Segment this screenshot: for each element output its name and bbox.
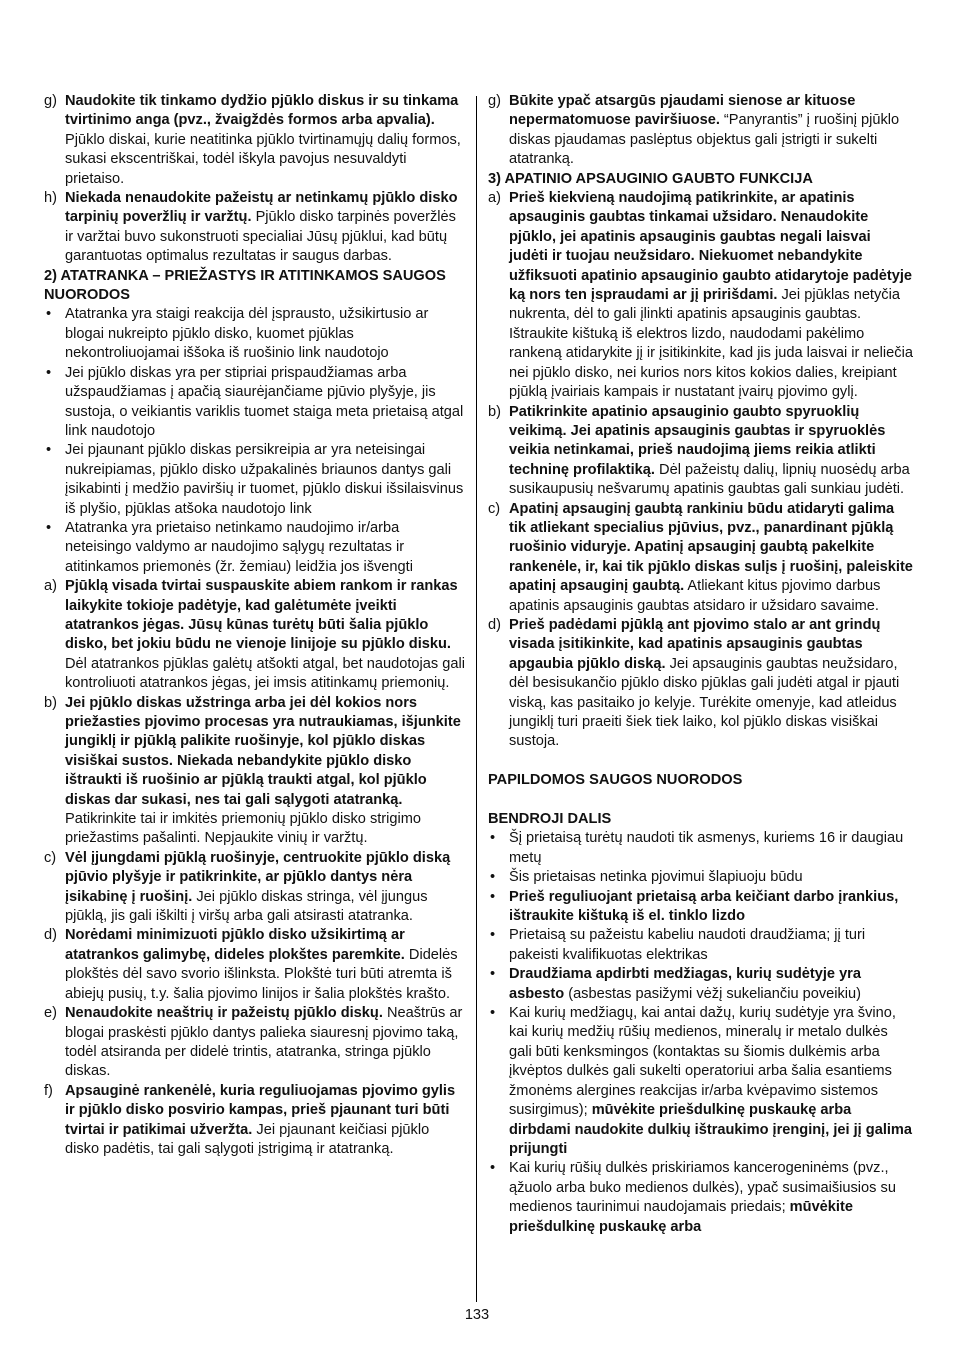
item-body-text: Jei apsauginis gaubtas neužsidaro, dėl besisukančio pjūklo disko pjūklas gali judėti atgal ir pjauti viską, kas pasitaiko jo kelyje. Turėkite omenyje, kad atleidus jungiklį turi praeiti šiek tiek laiko, kol pjūklo diskas visiškai sustoja. <box>509 655 900 750</box>
item-label: g) <box>44 93 57 109</box>
item-text <box>509 888 913 927</box>
page-number: 133 <box>464 1307 490 1323</box>
item-label: c) <box>488 500 501 517</box>
item-text <box>65 926 466 1004</box>
item-text <box>65 441 466 519</box>
bullet-item <box>488 888 913 927</box>
item-body-text: Jei pjūklo diskas yra per stipriai prispaudžiamas arba užspaudžiamas į apačią siaurėjančiame pjūvio plyšyje, jis sustoja, o veikiantis variklis tuomet staiga meta prietaisą atgal link naudotojo <box>65 364 464 439</box>
bullet-marker: • <box>490 966 496 983</box>
item-text <box>65 694 466 849</box>
list-item <box>44 849 466 927</box>
item-text <box>509 829 913 868</box>
section-heading: PAPILDOMOS SAUGOS NUORODOS <box>488 772 743 789</box>
column-divider <box>476 96 477 1302</box>
item-body-text: Jei pjaunant keičiasi pjūklo disko padėtis, tai gali sąlygoti įstrigimą ir atatranką. <box>65 1121 430 1157</box>
bullet-marker: • <box>46 306 52 323</box>
item-label: f) <box>44 1082 53 1099</box>
bullet-marker: • <box>46 364 52 381</box>
bullet-item <box>488 965 913 1004</box>
list-item <box>488 500 913 616</box>
item-text <box>509 500 913 616</box>
item-body-text: “Panyrantis” į ruošinį pjūklo diskas pjaudamas paslėptus objektus gali įstrigti ir sukelti atatranką. <box>509 112 900 168</box>
bullet-marker: • <box>46 442 52 459</box>
bullet-item <box>488 829 913 868</box>
bullet-item <box>44 364 466 442</box>
section-heading: 3) APATINIO APSAUGINIO GAUBTO FUNKCIJA <box>488 170 813 187</box>
item-body-text: Kai kurių medžiagų, kai antai dažų, kurių sudėtyje yra švino, kai kurių medžių rūšių medienos, mineralų ir metalo dulkės gali būti kenksmingos (kontaktas su šiomis dulkėmis arba įkvėptos dulkės gali sukelti operatoriui arba šalia esantiems žmonėms alergines reakcijas ir/arba kvėpavimo sistemos susirgimus); <box>509 1005 896 1119</box>
spacer <box>488 791 913 810</box>
item-bold-text: Prieš padėdami pjūklą ant pjovimo stalo ar ant grindų visada įsitikinkite, kad apatinis apsauginis gaubtas apgaubia pjūklo diską. <box>509 616 881 672</box>
list-item <box>44 577 466 693</box>
item-label: d) <box>44 927 57 944</box>
bullet-marker: • <box>490 888 496 905</box>
list-item <box>44 926 466 1004</box>
item-bold-text: Patikrinkite apatinio apsauginio gaubto spyruoklių veikimą. Jei apatinis apsauginis gaubtas ir spyruoklės veikia netinkamai, prieš naudojimą jiems reikia atlikti techninę profilaktiką. <box>509 403 886 478</box>
item-body-text: Jei pjaunant pjūklo diskas persikreipia ar yra neteisingai nukreipiamas, pjūklo disko užpakalinės briaunos dantys gali įsikabinti į medžio paviršių ir tuomet, pjūklo diskui išsilaisvinus iš plyšio, pjūklas atšoka naudotojo link <box>65 442 464 517</box>
item-text <box>509 189 913 402</box>
item-text <box>509 616 913 752</box>
item-text <box>509 92 913 170</box>
item-body-text: Atliekant kitus pjovimo darbus apatinis apsauginis gaubtas atsidaro ir užsidaro savaime. <box>509 578 881 614</box>
item-bold-text: Draudžiama apdirbti medžiagas, kurių sudėtyje yra asbesto <box>509 966 861 1002</box>
item-bold-text: Apatinį apsauginį gaubtą rankiniu būdu atidaryti galima tik atliekant specialius pjūvius, pvz., panardinant pjūklą ruošinio viduryje. Apatinį apsauginį gaubtą pakelkite rankenėle, ir, kai tik pjūklo diskas sulįs į ruošinį, paleiskite apatinį apsauginį gaubtą. <box>509 500 913 595</box>
bullet-marker: • <box>490 1160 496 1177</box>
item-body-text: Kai kurių rūšių dulkės priskiriamos kancerogeninėms (pvz., ąžuolo arba buko medienos dulkės), ypač susimaišiusios su medienos taurinimui naudojamais priedais; <box>509 1160 896 1216</box>
item-text <box>509 965 913 1004</box>
bullet-item <box>488 1004 913 1159</box>
item-bold-text: Apsauginė rankenėlė, kuria reguliuojamas pjovimo gylis ir pjūklo disko posvirio kampas, prieš pjaunant turi būti tvirtai ir patikimai užveržta. <box>65 1082 456 1138</box>
item-label: h) <box>44 190 57 207</box>
bullet-item <box>488 1159 913 1237</box>
item-body-text: Prietaisą su pažeistu kabeliu naudoti draudžiama; jį turi pakeisti kvalifikuotas elektrikas <box>509 927 866 963</box>
item-body-text: Didelės plokštės dėl savo svorio išlinksta. Plokštė turi būti atremta iš abiejų pusių, t.y. šalia pjovimo linijos ir šalia plokštės krašto. <box>65 946 458 1002</box>
item-text <box>509 868 913 887</box>
item-label: d) <box>488 616 501 633</box>
item-label: e) <box>44 1005 57 1022</box>
item-text <box>509 1159 913 1237</box>
item-bold-text: Būkite ypač atsargūs pjaudami sienose ar kituose nepermatomuose paviršiuose. <box>509 93 856 129</box>
item-body-text: Šį prietaisą turėtų naudoti tik asmenys, kuriems 16 ir daugiau metų <box>509 830 904 866</box>
item-body-text: Pjūklo diskai, kurie neatitinka pjūklo tvirtinamųjų dalių formos, sukasi ekscentriškai, todėl iškyla pavojus nesuvaldyti prietaiso. <box>65 131 461 187</box>
spacer <box>488 752 913 771</box>
item-text <box>65 577 466 693</box>
item-body-text: Atatranka yra staigi reakcija dėl įsprausto, užsikirtusio ar blogai nukreipto pjūklo disko, kuomet pjūklas nekontroliuojamai iššoka iš ruošinio link naudotojo <box>65 306 429 362</box>
item-bold-text: Niekada nenaudokite pažeistų ar netinkamų pjūklo disko tarpinių poveržlių ir varžtų. <box>65 190 458 226</box>
item-bold-text: Norėdami minimizuoti pjūklo disko užsikirtimą ar atatrankos galimybę, dideles plokštes paremkite. <box>65 927 405 963</box>
item-label: c) <box>44 849 57 866</box>
item-text <box>509 926 913 965</box>
bullet-marker: • <box>490 1005 496 1022</box>
item-bold-text: mūvėkite priešdulkinę puskaukę arba dirbdami naudokite dulkių ištraukimo įrenginį, jei jį galima prijungti <box>509 1102 913 1157</box>
list-item <box>44 189 466 267</box>
right-column <box>488 92 913 1237</box>
item-bold-text: Naudokite tik tinkamo dydžio pjūklo diskus ir su tinkama tvirtinimo anga (pvz., žvaigždės formos arba apvalia). <box>65 93 459 129</box>
item-bold-text: Prieš reguliuojant prietaisą arba keičiant darbo įrankius, ištraukite kištuką iš el. tinklo lizdo <box>509 888 899 925</box>
item-text <box>65 364 466 442</box>
item-body-text: Neaštrūs ar blogai praskėsti pjūklo dantys palieka siauresnį pjovimo taką, todėl atsiranda per didelė trintis, atatranka, stringa pjūklo diskas. <box>65 1005 463 1080</box>
item-label: b) <box>488 403 501 420</box>
item-label: b) <box>44 694 57 711</box>
bullet-marker: • <box>490 830 496 847</box>
list-item <box>44 694 466 849</box>
bullet-item <box>44 519 466 577</box>
bullet-item <box>44 441 466 519</box>
item-label: a) <box>44 578 57 595</box>
item-body-text: Patikrinkite tai ir imkitės priemonių pjūklo disko strigimo priežastims pašalinti. Nepjaukite vinių ir varžtų. <box>65 811 422 847</box>
list-item <box>44 1004 466 1082</box>
item-body-text: Atatranka yra prietaiso netinkamo naudojimo ir/arba neteisingo valdymo ar naudojimo sąlygų rezultatas ir atitinkamos priemonės (žr. žemiau) leidžia jos išvengti <box>65 519 413 575</box>
item-label: g) <box>488 93 501 109</box>
item-bold-text: Vėl įjungdami pjūklą ruošinyje, centruokite pjūklo diską pjūvio plyšyje ir patikrinkite, ar pjūklo dantys nėra įsikabinę į ruošinį. <box>65 849 451 905</box>
item-text <box>65 849 466 927</box>
section-heading: 2) ATATRANKA – PRIEŽASTYS IR ATITINKAMOS SAUGOS NUORODOS <box>44 267 446 304</box>
item-text <box>65 1004 466 1082</box>
list-item <box>488 189 913 402</box>
list-item <box>44 92 466 189</box>
list-item <box>488 616 913 752</box>
item-body-text: Dėl pažeistų dalių, lipnių nuosėdų arba susikaupusių nešvarumų apatinis gaubtas gali sunkiau judėti. <box>509 461 910 498</box>
section-heading: BENDROJI DALIS <box>488 811 612 827</box>
bullet-item <box>44 305 466 363</box>
item-bold-text: Nenaudokite neaštrių ir pažeistų pjūklo diskų. <box>65 1005 383 1022</box>
bullet-marker: • <box>46 519 52 536</box>
list-item <box>488 403 913 500</box>
item-bold-text: mūvėkite priešdulkinę puskaukę arba <box>509 1199 853 1235</box>
item-text <box>509 403 913 500</box>
left-column <box>44 92 466 1159</box>
item-text <box>65 305 466 363</box>
bullet-item <box>488 868 913 887</box>
item-body-text: Jei pjūklas netyčia nukrenta, dėl to gali įlinkti apatinis apsauginis gaubtas. Ištraukite kištuką iš elektros lizdo, naudodami pakėlimo rankeną atidarykite jį ir įsitikinkite, kad jis juda laisvai ir neliečia nei pjūklo disko, nei kurios nors kitos kokios dalies, kreipiant pjūklą įvairiais kampais ir nustatant įvairų pjovimo gylį. <box>509 287 913 401</box>
item-body-text: Jei pjūklo diskas stringa, vėl įjungus pjūklą, jis gali iškilti į viršų arba gali atsirasti atatranka. <box>65 888 428 925</box>
item-text <box>65 92 466 189</box>
item-bold-text: Jei pjūklo diskas užstringa arba jei dėl kokios nors priežasties pjovimo procesas yra nutraukiamas, išjunkite jungiklį ir pjūklą palikite ruošinyje, kol pjūklo diskas visiškai sustos. Niekada nebandykite pjūklo disko ištraukti iš ruošinio ar pjūklą traukti atgal, kol pjūklo diskas dar sukasi, nes tai gali sąlygoti atatranką. <box>65 694 461 808</box>
item-bold-text: Prieš kiekvieną naudojimą patikrinkite, ar apatinis apsauginis gaubtas tinkamai užsidaro. Nenaudokite pjūklo, jei apatinis apsauginis gaubtas negali laisvai judėti ir tuojau neužsidaro. Niekuomet nebandykite užfiksuoti apatinio apsauginio gaubto atidarytoje padėtyje ką nors ten įspraudami ar jį pririšdami. <box>509 190 912 304</box>
item-body-text: Dėl atatrankos pjūklas galėtų atšokti atgal, bet naudotojas gali kontroliuoti atatrankos jėgas, jei imsis atitinkamų priemonių. <box>65 655 465 692</box>
item-text <box>509 1004 913 1159</box>
item-body-text: Šis prietaisas netinka pjovimui šlapiuoju būdu <box>509 869 803 886</box>
list-item <box>44 1082 466 1160</box>
item-body-text: Pjūklo disko tarpinės poveržlės ir varžtai buvo sukonstruoti specialiai Jūsų pjūklui, kad būtų garantuotas optimalus rezultatas ir saugus darbas. <box>65 209 456 265</box>
bullet-item <box>488 926 913 965</box>
bullet-marker: • <box>490 869 496 886</box>
item-bold-text: Pjūklą visada tvirtai suspauskite abiem rankom ir rankas laikykite tokioje padėtyje, kad galėtumėte įveikti atatrankos jėgas. Jūsų kūnas turėtų būti šalia pjūklo disko, bet jokiu būdu ne vienoje linijoje su pjūklo disku. <box>65 578 458 653</box>
item-text <box>65 519 466 577</box>
item-text <box>65 189 466 267</box>
item-text <box>65 1082 466 1160</box>
item-body-text: (asbestas pasižymi vėžį sukeliančiu poveikiu) <box>564 985 862 1002</box>
item-label: a) <box>488 190 501 207</box>
list-item <box>488 92 913 170</box>
bullet-marker: • <box>490 927 496 944</box>
